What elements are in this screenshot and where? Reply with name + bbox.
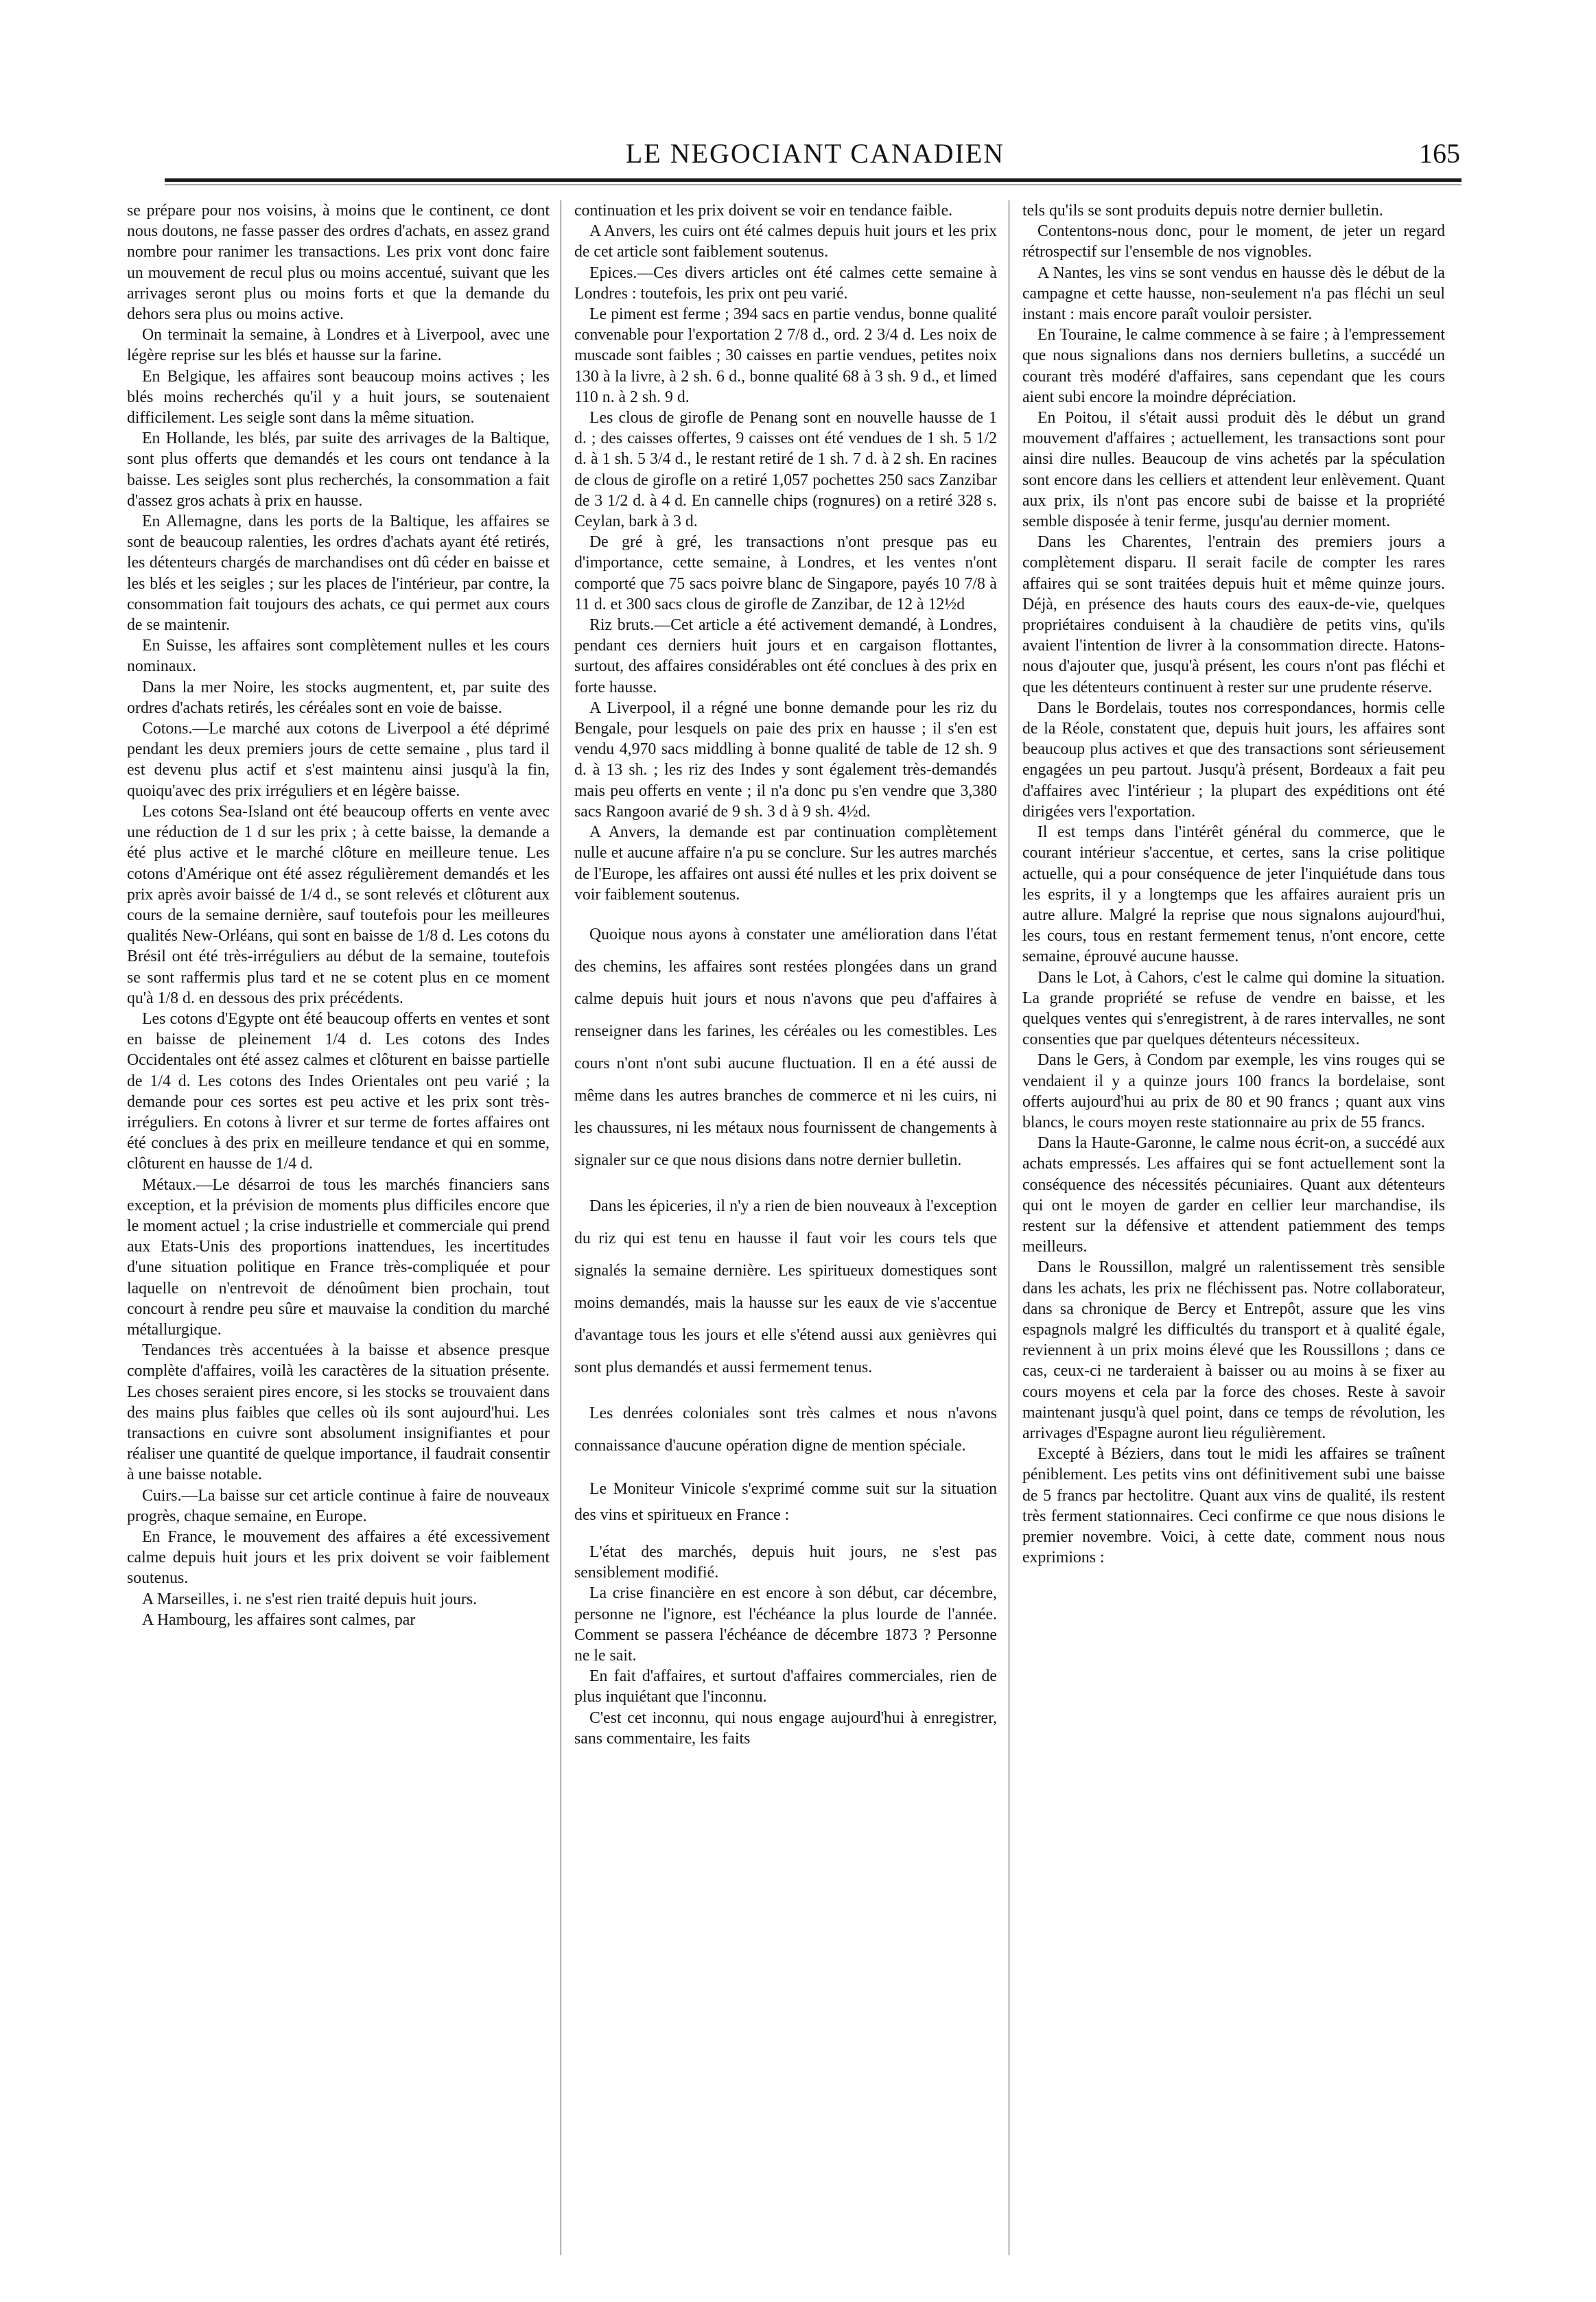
column-1 [127,200,550,2259]
paragraph-quote: En fait d'affaires, et surtout d'affaires commerciales, rien de plus inquiétant que l'inconnu. [574,1667,997,1706]
paragraph-review: Dans les épiceries, il n'y a rien de bien nouveaux à l'exception du riz qui est tenu en hausse il faut voir les cours tels que signalés la semaine dernière. Les spiritueux domestiques sont moins demandés, mais la hausse sur les eaux de vie s'accentue d'avantage tous les jours et elle s'étend aussi aux genièvres qui sont plus demandés et aussi fermement tenus. [574,1197,997,1376]
paragraph-cotons: Cotons.—Le marché aux cotons de Liverpool a été déprimé pendant les deux premiers jours de cette semaine , plus tard il est devenu plus actif et s'est maintenu ainsi jusqu'à la fin, quoiqu'avec des prix irréguliers et en légère baisse. [127,720,550,800]
column-3 [1022,200,1445,2259]
column-2 [574,200,997,2259]
paragraph: A Anvers, les cuirs ont été calmes depuis huit jours et les prix de cet article sont faiblement soutenus. [574,222,997,261]
paragraph: Tendances très accentuées à la baisse et absence presque complète d'affaires, voilà les caractères de la situation présente. Les choses seraient pires encore, si les stocks se trouvaient dans des mains plus faibles que celles où ils sont aujourd'hui. Les transactions en cuivre sont absolument insignifiantes et pour réaliser une quantité de quelque importance, il faudrait consentir à une baisse notable. [127,1341,550,1484]
paragraph: A Liverpool, il a régné une bonne demande pour les riz du Bengale, pour lesquels on paie des prix en hausse ; il s'en est vendu 4,970 sacs middling à bonne qualité de table de 12 sh. 9 d. à 13 sh. ; les riz des Indes y sont également très-demandés mais peu offerts en vente ; il n'a donc pu s'en vendre que 3,380 sacs Rangoon avarié de 9 sh. 3 d à 9 sh. 4½d. [574,698,997,821]
paragraph: A Hambourg, les affaires sont calmes, par [142,1610,416,1629]
paragraph: Contentons-nous donc, pour le moment, de jeter un regard rétrospectif sur l'ensemble de nos vignobles. [1022,222,1445,261]
paragraph: En Touraine, le calme commence à se faire ; à l'empressement que nous signalions dans nos derniers bulletins, a succédé un courant très modéré d'affaires, sans cependant que les cours aient subi encore la moindre dépréciation. [1022,326,1445,406]
paragraph: Dans la mer Noire, les stocks augmentent, et, par suite des ordres d'achats retirés, les céréales sont en voie de baisse. [127,678,550,717]
running-title: LE NEGOCIANT CANADIEN [625,138,1005,169]
paragraph-quote: L'état des marchés, depuis huit jours, ne s'est pas sensiblement modifié. [574,1542,997,1582]
paragraph: En Hollande, les blés, par suite des arrivages de la Baltique, sont plus offerts que demandés et les cours ont tendance à la baisse. Les seigles sont plus recherchés, la consommation a fait d'assez gros achats à prix en hausse. [127,430,550,510]
paragraph: Dans le Lot, à Cahors, c'est le calme qui domine la situation. La grande propriété se refuse de vendre en baisse, et les quelques ventes qui s'enregistrent, à de rares intervalles, ne sont consenties que par quelques détenteurs nécessiteux. [1022,968,1445,1049]
paragraph: continuation et les prix doivent se voir en tendance faible. [574,202,953,220]
paragraph: Les clous de girofle de Penang sont en nouvelle hausse de 1 d. ; des caisses offertes, 9 caisses ont été vendues de 1 sh. 5 1/2 d. à 1 sh. 5 3/4 d., le restant retiré de 1 sh. 7 d. à 2 sh. En racines de clous de girofle on a retiré 1,057 pochettes 250 sacs Zanzibar de 3 1/2 d. à 4 d. En cannelle chips (rognures) on a retiré 328 s. Ceylan, bark à 3 d. [574,409,997,531]
paragraph: Les cotons Sea-Island ont été beaucoup offerts en vente avec une réduction de 1 d sur les prix ; à cette baisse, la demande a été plus active et le marché clôture en meilleure tenue. Les cotons d'Amérique ont été assez régulièrement demandés et les prix après avoir baissé de 1/4 d., se sont relevés et clôturent aux cours de la semaine dernière, sauf toutefois pour les meilleures qualités New-Orléans, qui sont en baisse de 1/8 d. Les cotons du Brésil ont été très-irréguliers au début de la semaine, toutefois se sont raffermis plus tard et ne se cotent plus en ce moment qu'à 1/8 d. en dessous des prix précédents. [127,802,550,1007]
paragraph: En Suisse, les affaires sont complètement nulles et les cours nominaux. [127,637,550,676]
paragraph: En Belgique, les affaires sont beaucoup moins actives ; les blés moins recherchés qu'il y a huit jours, se soutenaient difficilement. Les seigle sont dans la même situation. [127,367,550,427]
paragraph: Dans le Roussillon, malgré un ralentissement très sensible dans les achats, les prix ne fléchissent pas. Notre collaborateur, dans sa chronique de Bercy et Entrepôt, assure que les vins espagnols malgré les difficultés du transport et à qualité égale, reviennent à un prix moins élevé que les Roussillons ; dans ce cas, ceux-ci ne tarderaient à baisser ou au moins à se fixer au cours moyens et cela par la force des choses. Reste à savoir maintenant jusqu'à quel point, dans ce temps de révolution, les arrivages d'Espagne auront lieu régulièrement. [1022,1258,1445,1442]
paragraph: On terminait la semaine, à Londres et à Liverpool, avec une légère reprise sur les blés et hausse sur la farine. [127,326,550,365]
header-rule-thick [165,178,1462,182]
paragraph: En Poitou, il s'était aussi produit dès le début un grand mouvement d'affaires ; actuellement, les transactions sont pour ainsi dire nulles. Beaucoup de vins achetés par la spéculation sont encore dans les celliers et attendent leur enlèvement. Quant aux prix, ils n'ont pas encore subi de baisse et la propriété semble disposée à tenir ferme, jusqu'au dernier moment. [1022,409,1445,531]
page-number: 165 [1419,138,1460,169]
paragraph-metaux: Métaux.—Le désarroi de tous les marchés financiers sans exception, et la prévision de moments plus difficiles encore que le moment actuel ; la crise industrielle et commerciale qui prend aux Etats-Unis des proportions inattendues, les incertitudes d'une situation politique en France très-compliquée et pour laquelle on n'entrevoit de dénoûment bien prochain, tout concourt à rendre peu sûre et mauvaise la condition du marché métallurgique. [127,1175,550,1339]
paragraph: tels qu'ils se sont produits depuis notre dernier bulletin. [1022,202,1383,220]
paragraph-quote: C'est cet inconnu, qui nous engage aujourd'hui à enregistrer, sans commentaire, les faits [574,1708,997,1748]
paragraph: Dans la Haute-Garonne, le calme nous écrit-on, a succédé aux achats empressés. Les affaires qui se font actuellement sont la conséquence des nécessités pécuniaires. Quant aux détenteurs qui ont le moyen de garder en cellier leur marchandise, ils restent sur la défensive et attendent patiemment des temps meilleurs. [1022,1134,1445,1256]
paragraph: Le piment est ferme ; 394 sacs en partie vendus, bonne qualité convenable pour l'exportation 2 7/8 d., ord. 2 3/4 d. Les noix de muscade sont faibles ; 30 caisses en partie vendues, petites noix 130 à la livre, à 2 sh. 6 d., bonne qualité 68 à 3 sh. 9 d., et limed 110 n. à 2 sh. 9 d. [574,305,997,406]
paragraph-cuirs: Cuirs.—La baisse sur cet article continue à faire de nouveaux progrès, chaque semaine, en Europe. [127,1486,550,1525]
paragraph: se prépare pour nos voisins, à moins que le continent, ce dont nous doutons, ne fasse passer des ordres d'achats, en assez grand nombre pour ranimer les transactions. Les prix vont donc faire un mouvement de recul plus ou moins accentué, suivant que les arrivages seront plus ou moins forts et que la demande du dehors sera plus ou moins active. [127,202,550,324]
paragraph-epices: Epices.—Ces divers articles ont été calmes cette semaine à Londres : toutefois, les prix ont peu varié. [574,263,997,303]
paragraph: A Marseilles, i. ne s'est rien traité depuis huit jours. [142,1590,478,1608]
paragraph: De gré à gré, les transactions n'ont presque pas eu d'importance, cette semaine, à Londres, et les ventes n'ont comporté que 75 sacs poivre blanc de Singapore, payés 10 7/8 à 11 d. et 300 sacs clous de girofle de Zanzibar, de 12 à 12½d [574,533,997,613]
paragraph-quote: La crise financière en est encore à son début, car décembre, personne ne l'ignore, est l'échéance la plus lourde de l'année. Comment se passera l'échéance de décembre 1873 ? Personne ne le sait. [574,1584,997,1665]
paragraph: En France, le mouvement des affaires a été excessivement calme depuis huit jours et les prix doivent se voir faiblement soutenus. [127,1528,550,1588]
paragraph: En Allemagne, dans les ports de la Baltique, les affaires se sont de beaucoup ralenties, les ordres d'achats ayant été retirés, les détenteurs chargés de marchandises ont dû céder en baisse et les blés et les seigles ; sur les places de l'intérieur, par contre, la consommation fait toujours des achats, ce qui permet aux cours de se maintenir. [127,513,550,635]
paragraph: Dans les Charentes, l'entrain des premiers jours a complètement disparu. Il serait facile de compter les rares affaires qui se sont traitées depuis huit et même quinze jours. Déjà, en présence des hauts cours des eaux-de-vie, quelques propriétaires conduisent à la chaudière de petits vins, qu'ils avaient l'intention de livrer à la consommation directe. Hatons-nous d'ajouter que, jusqu'à présent, les cours n'ont pas fléchi et que les détenteurs continuent à rester sur une prudente réserve. [1022,533,1445,696]
paragraph-review: Quoique nous ayons à constater une amélioration dans l'état des chemins, les affaires sont restées plongées dans un grand calme depuis huit jours et nous n'avons que peu d'affaires à renseigner dans les farines, les céréales ou les comestibles. Les cours n'ont n'ont subi aucune fluctuation. Il en a été aussi de même dans les autres branches de commerce et ni les cuirs, ni les chaussures, ni les métaux nous fournissent de changements à signaler sur ce que nous disions dans notre dernier bulletin. [574,925,997,1169]
paragraph: Excepté à Béziers, dans tout le midi les affaires se traînent péniblement. Les petits vins ont définitivement subi une baisse de 5 francs par hectolitre. Quant aux vins de qualité, ils restent très ferment stationnaires. Ceci confirme ce que nous disions le premier novembre. Voici, à cette date, comment nous nous exprimions : [1022,1445,1445,1567]
paragraph: A Anvers, la demande est par continuation complètement nulle et aucune affaire n'a pu se conclure. Sur les autres marchés de l'Europe, les affaires ont aussi été nulles et les prix doivent se voir faiblement soutenus. [574,823,997,904]
paragraph: Dans le Bordelais, toutes nos correspondances, hormis celle de la Réole, constatent que, depuis huit jours, les affaires sont beaucoup plus actives et que des transactions sont sérieusement engagées un peu partout. Jusqu'à présent, Bordeaux a fait peu d'affaires avec l'intérieur ; la plupart des expéditions ont été dirigées vers l'exportation. [1022,698,1445,821]
page-header [170,137,1460,172]
paragraph: A Nantes, les vins se sont vendus en hausse dès le début de la campagne et cette hausse, non-seulement n'a pas fléchi un seul instant : mais encore paraît vouloir persister. [1022,263,1445,324]
paragraph: Les cotons d'Egypte ont été beaucoup offerts en ventes et sont en baisse de pleinement 1/4 d. Les cotons des Indes Occidentales ont été assez calmes et clôturent en baisse partielle de 1/4 d. Les cotons des Indes Orientales ont peu varié ; la demande pour ces sortes est peu active et les prix sont très-irréguliers. En cotons à livrer et sur terme de fortes affaires ont été conclues à des prix en meilleure tendance et qui en somme, clôturent en hausse de 1/4 d. [127,1009,550,1173]
paragraph: Dans le Gers, à Condom par exemple, les vins rouges qui se vendaient il y a quinze jours 100 francs la bordelaise, sont offerts aujourd'hui au prix de 80 et 90 francs ; quant aux vins blancs, le cours moyen reste stationnaire au prix de 55 francs. [1022,1051,1445,1131]
paragraph-review: Les denrées coloniales sont très calmes et nous n'avons connaissance d'aucune opération digne de mention spéciale. [574,1404,997,1455]
paragraph-quote-intro: Le Moniteur Vinicole s'exprimé comme suit sur la situation des vins et spiritueux en France : [574,1479,997,1524]
paragraph: Il est temps dans l'intérêt général du commerce, que le courant intérieur s'accentue, et certes, sans la crise politique actuelle, qui a pour conséquence de jeter l'inquiétude dans tous les esprits, il y a longtemps que les affaires auraient pris un autre allure. Malgré la reprise que nous signalons aujourd'hui, les cours, tous en restant fermement tenus, n'ont encore, cette semaine, éprouvé aucune hausse. [1022,823,1445,966]
article-columns [127,200,1462,2259]
paragraph-riz: Riz bruts.—Cet article a été activement demandé, à Londres, pendant ces derniers huit jours et en cargaison flottantes, surtout, des affaires considérables ont été conclues à des prix en forte hausse. [574,616,997,696]
